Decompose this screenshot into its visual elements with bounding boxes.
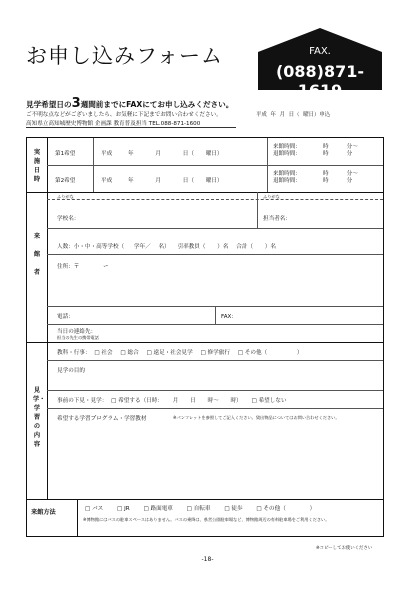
row-divider (47, 360, 383, 361)
preview-from-hour: 時～ (207, 398, 219, 404)
checkbox-bus[interactable]: □ バス (85, 506, 104, 512)
era-label: 平成 (101, 151, 113, 157)
first-choice-time[interactable] (273, 144, 358, 158)
checkbox-walk[interactable]: □ 徒歩 (224, 506, 243, 512)
minute-label: 分～ (346, 171, 358, 177)
second-choice-date[interactable] (101, 176, 223, 184)
day-contact-field[interactable]: 当日の連絡先： (57, 329, 97, 335)
subject-label: 教科・行事： (57, 350, 91, 356)
application-date: 平成 年 月 日（ 曜日）申込 (256, 112, 331, 118)
instruction-line-2: ご不明な点などがございましたら、お気軽に下記までお問い合わせください。 (26, 112, 222, 118)
minute-label: 分 (346, 151, 353, 157)
fax-number: (088)871-1619 (275, 62, 365, 100)
first-choice-date[interactable] (101, 149, 223, 157)
phone-field[interactable]: 電話： (57, 314, 74, 320)
section-divider (27, 499, 383, 500)
checkbox-transport-other[interactable]: □ その他（ (256, 506, 286, 512)
total-label: 合計（ (236, 244, 254, 250)
visit-col-divider-2 (267, 138, 268, 192)
section-divider (27, 342, 383, 343)
minute-label: 分～ (346, 144, 358, 150)
address-label: 住所：〒 (57, 264, 80, 270)
people-label: 人数：小・中・高等学校（ (57, 244, 125, 250)
section-divider (27, 192, 383, 193)
transport-note: ※博物館にはバスの駐車スペースはありません。バスの乗降は、県営公園駐車場など、博物館周辺の有料駐車場をご利用ください。 (83, 517, 330, 522)
row-divider (47, 228, 383, 229)
paren-open: （ (188, 151, 194, 157)
weekday-label: 曜日） (205, 178, 223, 184)
transport-label-divider (77, 499, 78, 536)
postal-dash: ー (103, 264, 109, 270)
grade-label: 学年／ (133, 244, 151, 250)
arrival-label: 来館時間： (273, 171, 301, 177)
people-unit: 名） (158, 244, 170, 250)
fax-field[interactable]: FAX： (221, 314, 237, 320)
row-divider (47, 390, 383, 391)
transport-other-close: ） (309, 506, 316, 512)
transport-label: 来館方法 (31, 509, 56, 516)
phone-fax-divider (215, 306, 216, 324)
furigana-divider (47, 199, 383, 200)
leave-label: 退館時間： (273, 178, 301, 184)
checkbox-school-trip[interactable]: □ 修学旅行 (200, 350, 230, 356)
instruction-line (26, 96, 233, 111)
month-label: 月 (155, 151, 161, 157)
day-contact-note: 担当の先生の携帯電話 (57, 335, 99, 340)
other-close-paren: ） (296, 350, 303, 356)
school-name-field[interactable]: 学校名： (57, 216, 80, 222)
teachers-label: 引率教員（ (177, 244, 206, 250)
page-number: -18- (201, 556, 214, 563)
checkbox-jr[interactable]: □ JR (117, 506, 130, 512)
checkbox-excursion[interactable]: □ 遠足・社会見学 (146, 350, 193, 356)
leave-label: 退館時間： (273, 151, 301, 157)
day-label: 日 (182, 151, 189, 157)
second-choice-time[interactable] (273, 171, 358, 185)
hour-label: 時 (322, 144, 329, 150)
page-title: お申し込みフォーム (26, 44, 223, 68)
first-choice-label: 第1希望 (55, 151, 76, 157)
visit-row-divider (47, 165, 383, 166)
person-name-field[interactable]: 担当者名： (263, 216, 291, 222)
preview-field[interactable] (57, 396, 287, 404)
checkbox-other[interactable]: □ その他（ (237, 350, 268, 356)
month-label: 月 (155, 178, 161, 184)
program-note: ※パンフレットを参照してご記入ください。貸出物品についてはお問い合わせください。 (173, 415, 340, 420)
instruction-weeks-number: 3 (71, 96, 81, 111)
hour-label: 時 (322, 171, 329, 177)
checkbox-bicycle[interactable]: □ 自転車 (186, 506, 211, 512)
instruction-part-b: 週間前までにFAXにてお申し込みください。 (80, 100, 234, 109)
application-form (26, 137, 384, 537)
header-divider (26, 127, 236, 128)
person-furigana: ふりがな (263, 194, 280, 199)
checkbox-general[interactable]: □ 総合 (120, 350, 139, 356)
instruction-part-a: 見学希望日の (26, 100, 72, 109)
visitor-section-label: 来館者 (33, 233, 41, 276)
checkbox-preview-yes[interactable]: □ 希望する（日時： (111, 398, 163, 404)
arrival-label: 来館時間： (273, 144, 301, 150)
copy-note: ※コピーしてお使いください (316, 546, 373, 551)
preview-month: 月 (172, 398, 179, 404)
paren-open: （ (188, 178, 194, 184)
preview-day: 日 (190, 398, 196, 404)
visit-section-label: 実施日時 (33, 149, 41, 183)
era-label: 平成 (101, 178, 113, 184)
checkbox-social[interactable]: □ 社会 (94, 350, 113, 356)
hour-label: 時 (322, 151, 329, 157)
people-count-field[interactable] (57, 242, 276, 250)
transport-options[interactable] (85, 504, 315, 512)
minute-label: 分 (346, 178, 353, 184)
day-label: 日 (182, 178, 189, 184)
checkbox-preview-no[interactable]: □ 希望しない (251, 398, 287, 404)
checkbox-tram[interactable]: □ 路面電車 (143, 506, 173, 512)
purpose-section-label: 見学・学習の内容 (33, 387, 46, 448)
preview-label: 事前の下見・見学： (57, 398, 108, 404)
year-label: 年 (127, 178, 134, 184)
weekday-label: 曜日） (205, 151, 223, 157)
visit-col-divider (93, 138, 94, 192)
contact-line: 高知県立高知城歴史博物館 企画課 教育普及担当 TEL.088-871-1600 (26, 121, 201, 127)
school-person-divider (257, 192, 258, 228)
row-divider (47, 408, 383, 409)
total-unit: ）名 (264, 244, 277, 250)
fax-label: FAX. (309, 46, 331, 57)
subject-field[interactable] (57, 348, 303, 356)
second-choice-label: 第2希望 (55, 178, 76, 184)
row-divider (47, 254, 383, 255)
preview-to-hour: 時） (230, 398, 242, 404)
school-furigana: ふりがな (57, 194, 74, 199)
teachers-unit: ）名 (217, 244, 229, 250)
program-field[interactable]: 希望する学習プログラム・学習教材 (57, 416, 147, 422)
goal-field[interactable]: 見学の目的 (57, 368, 85, 374)
address-field[interactable] (57, 262, 109, 270)
year-label: 年 (127, 151, 134, 157)
hour-label: 時 (322, 178, 329, 184)
row-divider (47, 324, 383, 325)
